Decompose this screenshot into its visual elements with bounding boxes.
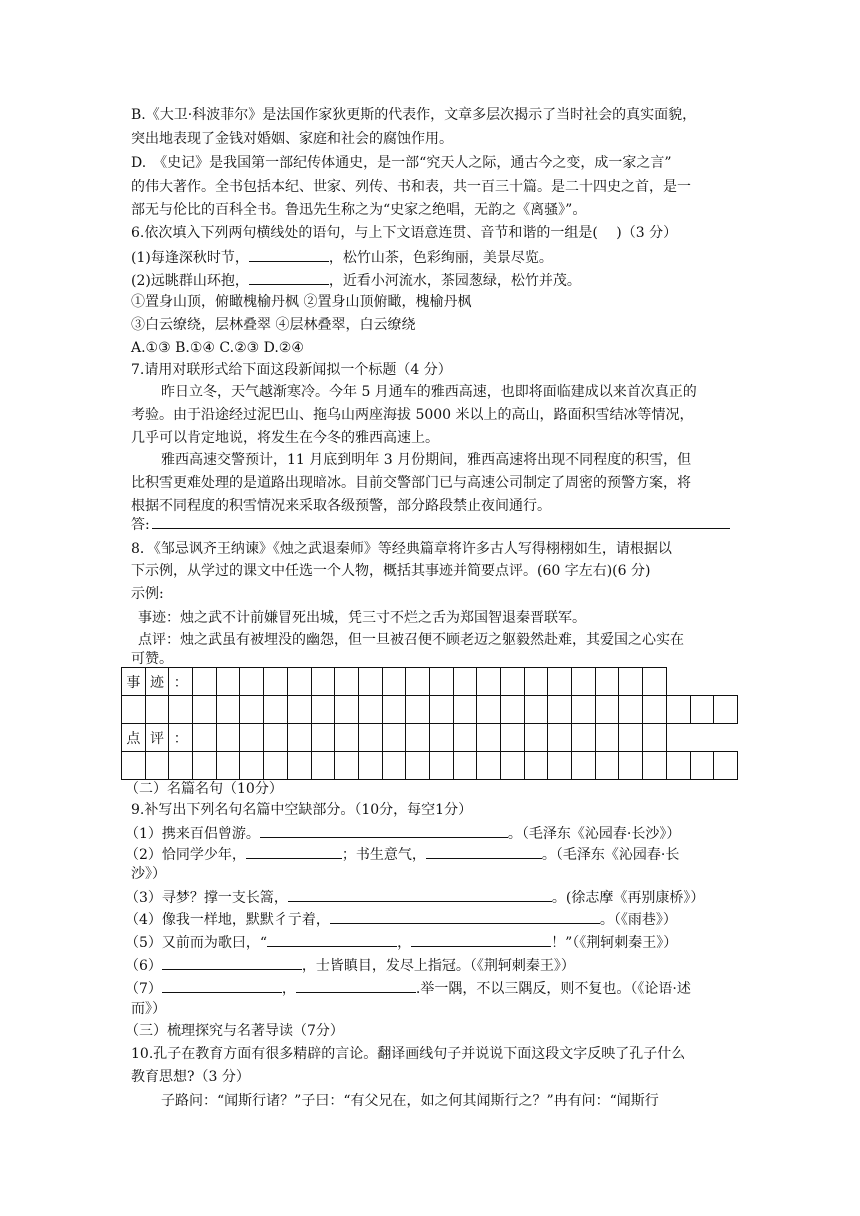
answer-line[interactable] [152,528,730,529]
grid-cell[interactable] [287,696,311,724]
grid-cell[interactable] [548,696,572,724]
grid-cell[interactable] [548,752,572,780]
grid-cell[interactable] [358,724,382,752]
fill-blank[interactable] [162,978,282,993]
question-10: 教育思想?（3 分） [131,1069,250,1085]
example-deeds: 事迹：烛之武不计前嫌冒死出城，凭三寸不烂之舌为郑国智退秦晋联军。 [138,610,586,626]
fill-blank[interactable] [411,932,551,947]
grid-cell[interactable] [216,696,240,724]
question-6: 6.依次填入下列两句横线处的语句，与上下文语意连贯、音节和谐的一组是( )（3 分） [131,225,678,241]
question-8: 下示例，从学过的课文中任选一个人物，概括其事迹并简要点评。(60 字左右)(6 分) [131,563,651,579]
grid-cell[interactable] [264,696,288,724]
text-line: 突出地表现了金钱对婚姻、家庭和社会的腐蚀作用。 [131,131,453,147]
fill-blank[interactable] [267,932,397,947]
grid-cell[interactable] [216,752,240,780]
grid-cell[interactable] [406,724,430,752]
grid-cell[interactable] [595,696,619,724]
grid-cell[interactable] [264,668,288,696]
grid-cell[interactable] [240,724,264,752]
q6-sentence-2: (2)远眺群山环抱， ，近看小河流水，茶园葱绿，松竹并茂。 [131,270,581,290]
fill-blank[interactable] [249,270,329,285]
grid-row [122,696,738,724]
grid-label: ： [169,668,193,696]
question-9: 9.补写出下列名句名篇中空缺部分。（10分，每空1分） [131,802,473,818]
news-paragraph: 雅西高速交警预计，11 月底到明年 3 月份期间，雅西高速将出现不同程度的积雪，但 [161,452,692,468]
grid-cell[interactable] [453,752,477,780]
grid-cell[interactable] [264,752,288,780]
news-paragraph: 考验。由于沿途经过泥巴山、拖乌山两座海拔 5000 米以上的高山，路面积雪结冰等情况， [131,407,694,423]
grid-cell[interactable] [619,668,643,696]
grid-cell[interactable] [501,696,525,724]
example-comment: 可赞。 [131,651,173,667]
grid-cell[interactable] [287,724,311,752]
q9-item-2: （2）恰同学少年， ；书生意气， 。（毛泽东《沁园春·长 [125,844,679,864]
grid-cell[interactable] [382,696,406,724]
grid-cell[interactable] [240,752,264,780]
grid-cell[interactable] [145,752,169,780]
grid-cell[interactable] [619,696,643,724]
grid-cell[interactable] [406,668,430,696]
grid-cell[interactable] [453,724,477,752]
grid-cell[interactable] [548,668,572,696]
grid-cell[interactable] [429,668,453,696]
grid-cell[interactable] [429,724,453,752]
fill-blank[interactable] [288,887,552,902]
grid-cell[interactable] [572,696,596,724]
grid-cell[interactable] [690,696,714,724]
grid-cell[interactable] [643,668,667,696]
grid-cell[interactable] [501,724,525,752]
grid-cell[interactable] [477,752,501,780]
grid-cell[interactable] [193,724,217,752]
grid-cell[interactable] [335,668,359,696]
grid-cell[interactable] [690,752,714,780]
grid-cell[interactable] [643,724,667,752]
question-10: 10.孔子在教育方面有很多精辟的言论。翻译画线句子并说说下面这段文字反映了孔子什么 [131,1046,686,1062]
grid-cell[interactable] [501,668,525,696]
grid-cell[interactable] [524,668,548,696]
fill-blank[interactable] [249,247,329,262]
grid-cell[interactable] [619,752,643,780]
grid-cell[interactable] [358,696,382,724]
grid-cell[interactable] [453,696,477,724]
grid-label: 事 [122,668,146,696]
grid-cell[interactable] [335,752,359,780]
grid-cell[interactable] [572,752,596,780]
grid-cell[interactable] [193,668,217,696]
text-line: 部无与伦比的百科全书。鲁迅先生称之为“史家之绝唱，无韵之《离骚》”。 [131,202,587,218]
fill-blank[interactable] [426,844,542,859]
q9-item-7: 而》） [131,1001,166,1017]
grid-label: ： [169,724,193,752]
fill-blank[interactable] [296,978,416,993]
q9-item-3: （3）寻梦？撑一支长篙， 。(徐志摩《再别康桥》） [125,887,704,907]
q9-item-7: （7） ， .举一隅，不以三隅反，则不复也。（《论语·述 [125,978,691,998]
grid-cell[interactable] [429,752,453,780]
grid-cell[interactable] [429,696,453,724]
grid-row [122,668,738,696]
news-paragraph: 根据不同程度的积雪情况来采取各级预警，部分路段禁止夜间通行。 [131,498,551,514]
grid-cell[interactable] [595,724,619,752]
grid-cell[interactable] [216,724,240,752]
grid-cell[interactable] [240,668,264,696]
fill-blank[interactable] [246,844,342,859]
grid-cell[interactable] [643,696,667,724]
grid-cell[interactable] [382,724,406,752]
grid-cell[interactable] [287,752,311,780]
text-line: B.《大卫·科波菲尔》是法国作家狄更斯的代表作，文章多层次揭示了当时社会的真实面貌， [131,107,697,123]
question-7: 7.请用对联形式给下面这段新闻拟一个标题（4 分） [131,362,452,378]
grid-cell[interactable] [406,752,430,780]
grid-cell[interactable] [335,724,359,752]
grid-cell[interactable] [287,668,311,696]
answer-label: 答: [131,517,150,533]
grid-cell[interactable] [335,696,359,724]
grid-cell[interactable] [382,752,406,780]
news-paragraph: 比积雪更难处理的是道路出现暗冰。目前交警部门已与高速公司制定了周密的预警方案，将 [131,475,691,491]
grid-cell[interactable] [714,752,738,780]
grid-cell[interactable] [572,724,596,752]
news-paragraph: 昨日立冬，天气越渐寒冷。今年 5 月通车的雅西高速，也即将面临建成以来首次真正的 [161,384,697,400]
grid-cell[interactable] [524,752,548,780]
grid-cell[interactable] [453,668,477,696]
grid-cell[interactable] [240,696,264,724]
grid-cell[interactable] [311,696,335,724]
grid-cell[interactable] [666,696,690,724]
q9-item-2: 沙》） [131,866,166,882]
grid-cell[interactable] [477,696,501,724]
grid-cell[interactable] [595,752,619,780]
grid-cell[interactable] [358,668,382,696]
grid-cell[interactable] [264,724,288,752]
grid-cell[interactable] [216,668,240,696]
fill-blank[interactable] [260,823,508,838]
example-label: 示例: [131,586,164,602]
grid-cell[interactable] [572,668,596,696]
grid-cell[interactable] [193,752,217,780]
grid-cell[interactable] [169,752,193,780]
answer-grid[interactable] [121,667,738,780]
grid-cell[interactable] [311,668,335,696]
section-heading: （二）名篇名句（10分） [125,781,283,797]
grid-cell[interactable] [595,668,619,696]
fill-blank[interactable] [162,955,302,970]
q6-option-line: ①置身山顶，俯瞰槐榆丹枫 ②置身山顶俯瞰，槐榆丹枫 [131,294,472,310]
grid-cell[interactable] [311,752,335,780]
q9-item-1: （1）携来百侣曾游。 。（毛泽东《沁园春·长沙》） [125,823,680,843]
grid-cell[interactable] [122,752,146,780]
grid-cell[interactable] [145,696,169,724]
grid-cell[interactable] [477,724,501,752]
q6-sentence-1: (1)每逢深秋时节， ，松竹山茶，色彩绚丽，美景尽览。 [131,247,553,267]
grid-label: 迹 [145,668,169,696]
grid-cell[interactable] [358,752,382,780]
q9-item-5: （5）又前而为歌曰，“ ， ！”（《荆轲刺秦王》） [125,932,677,952]
q9-item-4: （4）像我一样地，默默彳亍着， 。（《雨巷》） [125,909,677,929]
analects-passage: 子路问：“闻斯行诸？”子曰：“有父兄在，如之何其闻斯行之？”冉有问：“闻斯行 [161,1093,659,1109]
grid-cell[interactable] [714,696,738,724]
grid-row [122,724,738,752]
grid-cell[interactable] [406,696,430,724]
grid-cell[interactable] [643,752,667,780]
fill-blank[interactable] [330,909,600,924]
question-8: 8．《邹忌讽齐王纳谏》《烛之武退秦师》等经典篇章将许多古人写得栩栩如生，请根据以 [131,541,672,557]
text-line: D. 《史记》是我国第一部纪传体通史，是一部“究天人之际，通古今之变，成一家之言” [131,155,672,171]
q6-choices: A.①③ B.①④ C.②③ D.②④ [131,340,304,356]
grid-cell[interactable] [619,724,643,752]
grid-cell[interactable] [193,696,217,724]
grid-cell[interactable] [477,668,501,696]
grid-cell[interactable] [524,724,548,752]
grid-cell[interactable] [122,696,146,724]
text-line: 的伟大著作。全书包括本纪、世家、列传、书和表，共一百三十篇。是二十四史之首，是一 [131,179,691,195]
grid-cell[interactable] [311,724,335,752]
section-heading: （三）梳理探究与名著导读（7分） [125,1023,344,1039]
news-paragraph: 几乎可以肯定地说，将发生在今冬的雅西高速上。 [131,430,439,446]
grid-cell[interactable] [169,696,193,724]
grid-label: 评 [145,724,169,752]
grid-label: 点 [122,724,146,752]
grid-cell[interactable] [382,668,406,696]
grid-row [122,752,738,780]
grid-cell[interactable] [524,696,548,724]
q6-option-line: ③白云缭绕，层林叠翠 ④层林叠翠，白云缭绕 [131,317,416,333]
grid-cell[interactable] [501,752,525,780]
grid-cell[interactable] [666,752,690,780]
grid-cell[interactable] [548,724,572,752]
q9-item-6: （6） ，士皆瞋目，发尽上指冠。（《荆轲刺秦王》） [125,955,575,975]
example-comment: 点评：烛之武虽有被埋没的幽怨，但一旦被召便不顾老迈之躯毅然赴难，其爱国之心实在 [138,632,684,648]
